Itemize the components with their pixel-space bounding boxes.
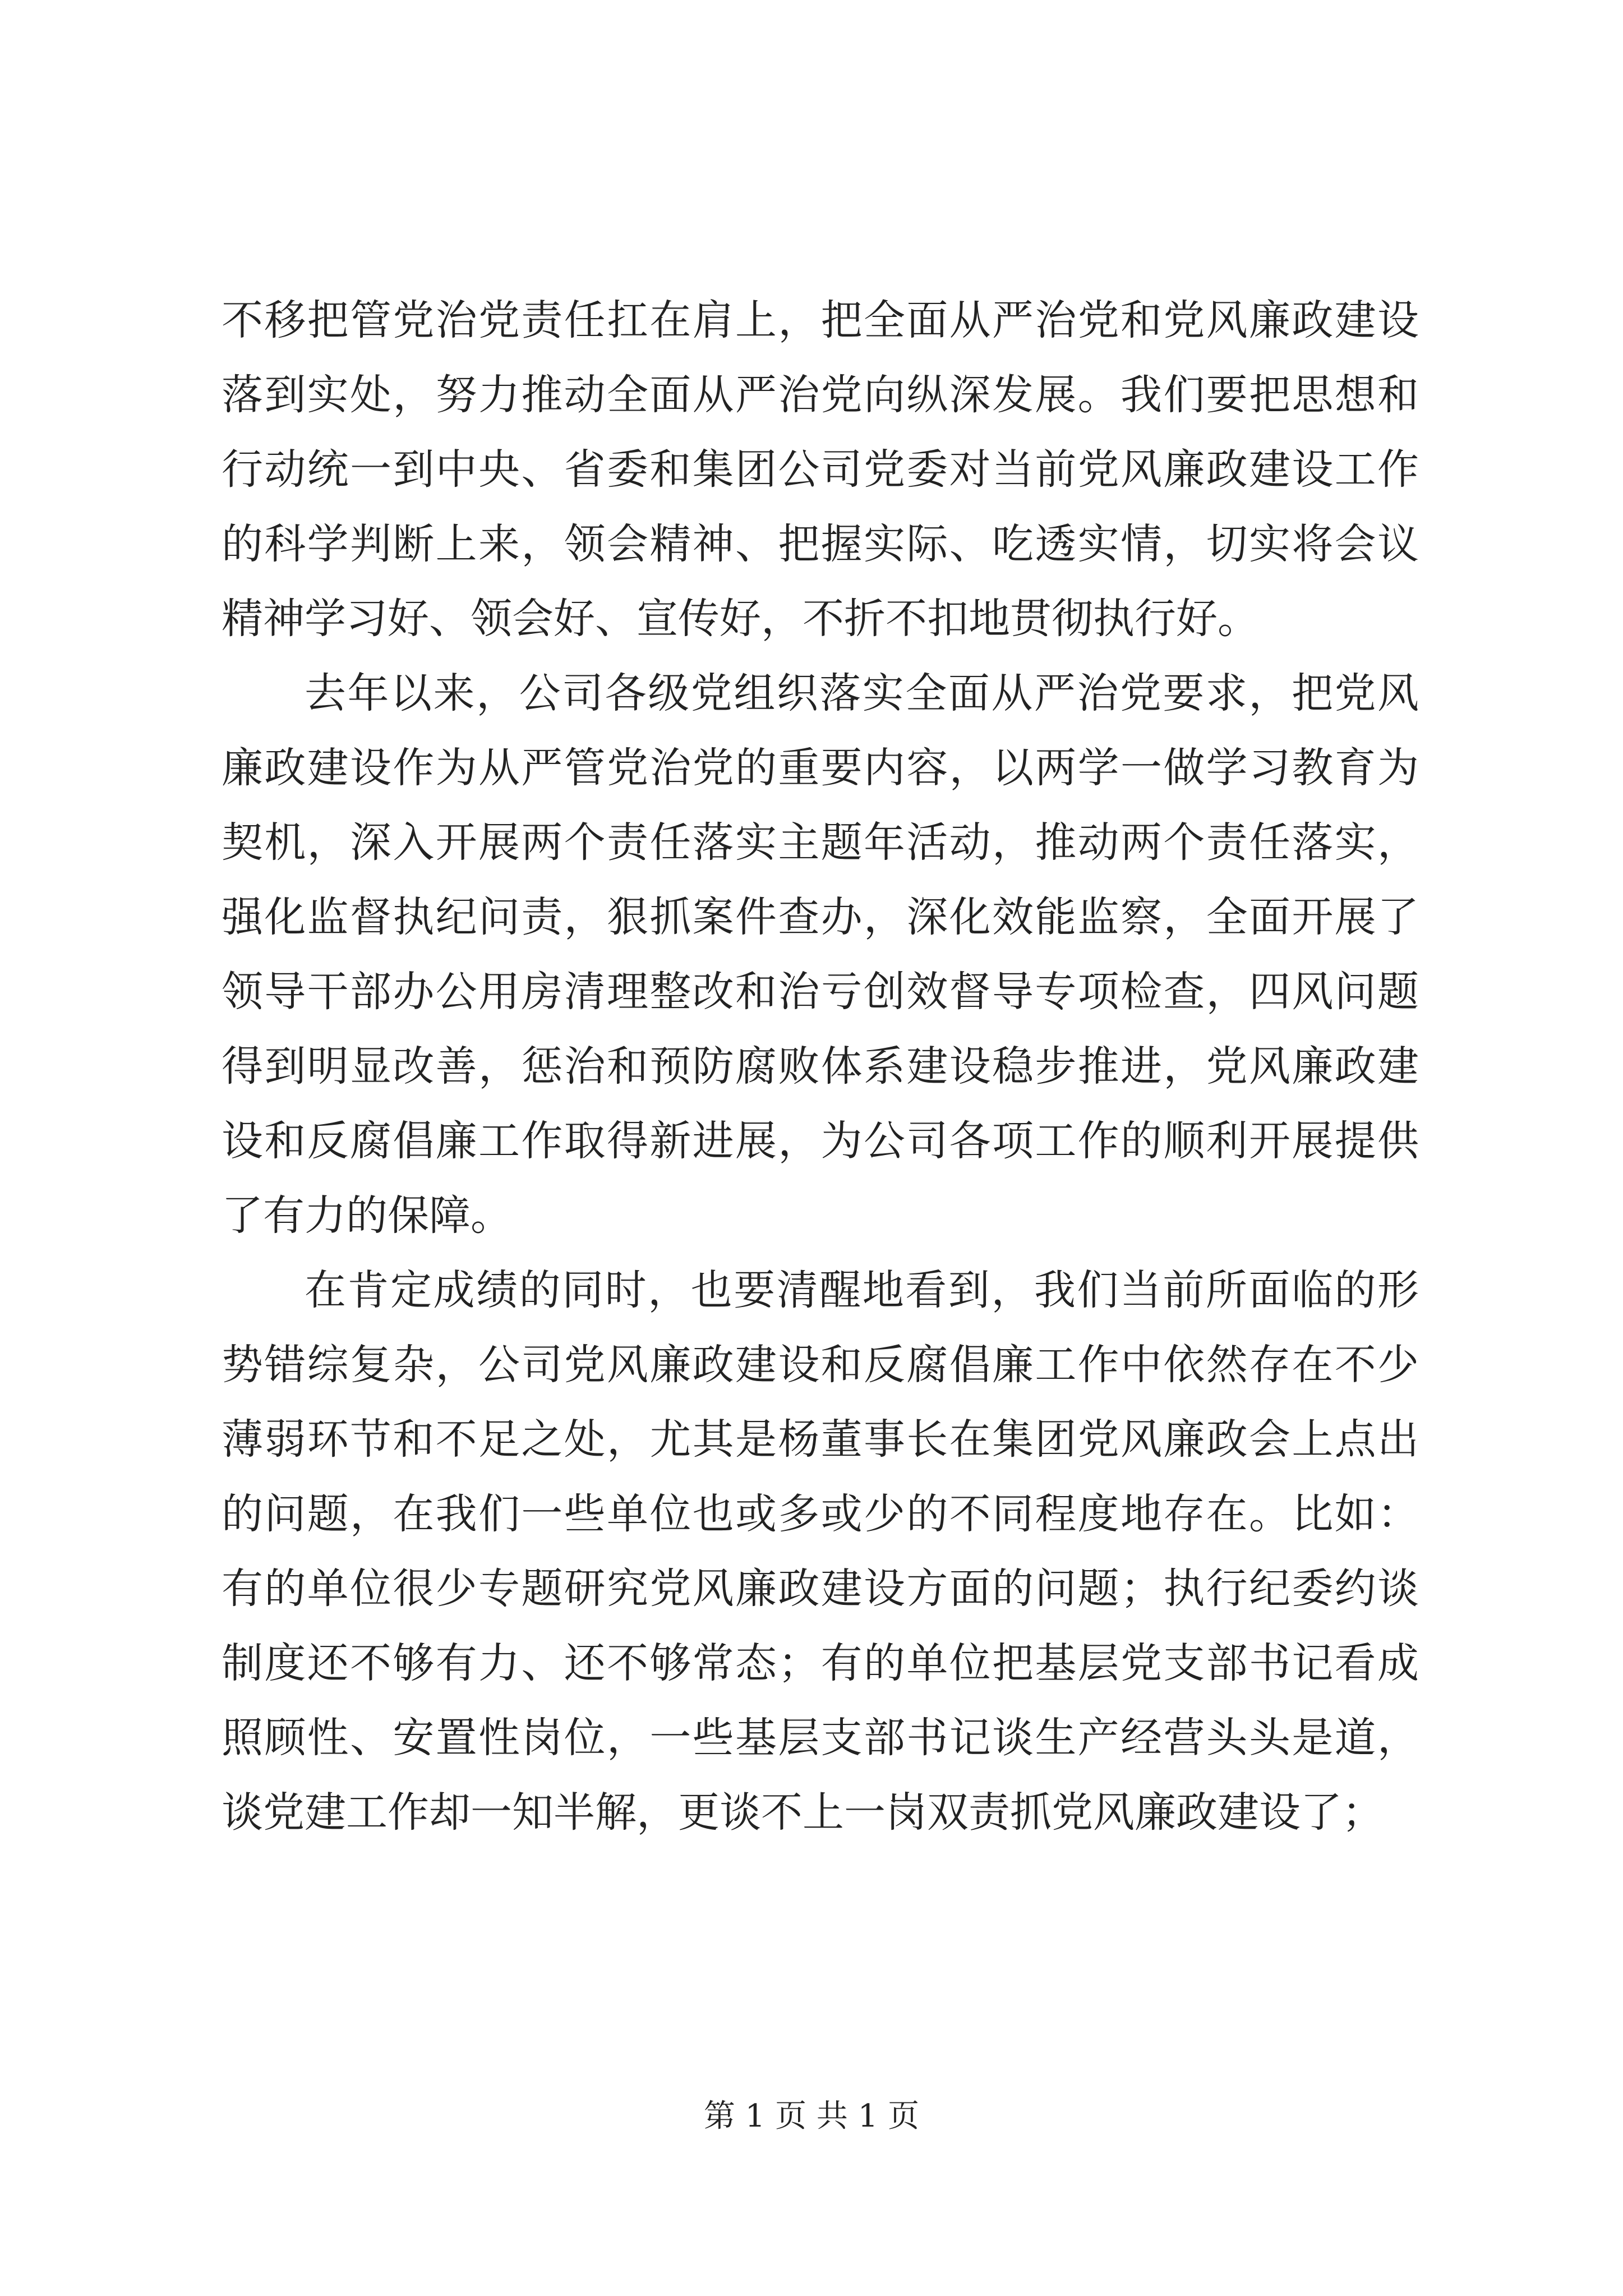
paragraph-problems: 在肯定成绩的同时，也要清醒地看到，我们当前所面临的形势错综复杂，公司党风廉政建设和反腐倡廉工作中依然存在不少薄弱环节和不足之处，尤其是杨董事长在集团党风廉政会上点出的问题，在我们一些单位也或多或少的不同程度地存在。比如：有的单位很少专题研究党风廉政建设方面的问题；执行纪委约谈制度还不够有力、还不够常态；有的单位把基层党支部书记看成照顾性、安置性岗位，一些基层支部书记谈生产经营头头是道，谈党建工作却一知半解，更谈不上一岗双责抓党风廉政建设了； bbox=[222, 1266, 1419, 1837]
paragraph-achievements: 去年以来，公司各级党组织落实全面从严治党要求，把党风廉政建设作为从严管党治党的重要内容，以两学一做学习教育为契机，深入开展两个责任落实主题年活动，推动两个责任落实，强化监督执纪问责，狠抓案件查办，深化效能监察，全面开展了领导干部办公用房清理整改和治亏创效督导专项检查，四风问题得到明显改善，惩治和预防腐败体系建设稳步推进，党风廉政建设和反腐倡廉工作取得新进展，为公司各项工作的顺利开展提供了有力的保障。 bbox=[222, 669, 1419, 1240]
page-number-footer: 第 1 页 共 1 页 bbox=[703, 2098, 920, 2134]
document-body bbox=[222, 283, 1419, 1850]
paragraph-continuation: 不移把管党治党责任扛在肩上，把全面从严治党和党风廉政建设落到实处，努力推动全面从严治党向纵深发展。我们要把思想和行动统一到中央、省委和集团公司党委对当前党风廉政建设工作的科学判断上来，领会精神、把握实际、吃透实情，切实将会议精神学习好、领会好、宣传好，不折不扣地贯彻执行好。 bbox=[222, 296, 1419, 643]
